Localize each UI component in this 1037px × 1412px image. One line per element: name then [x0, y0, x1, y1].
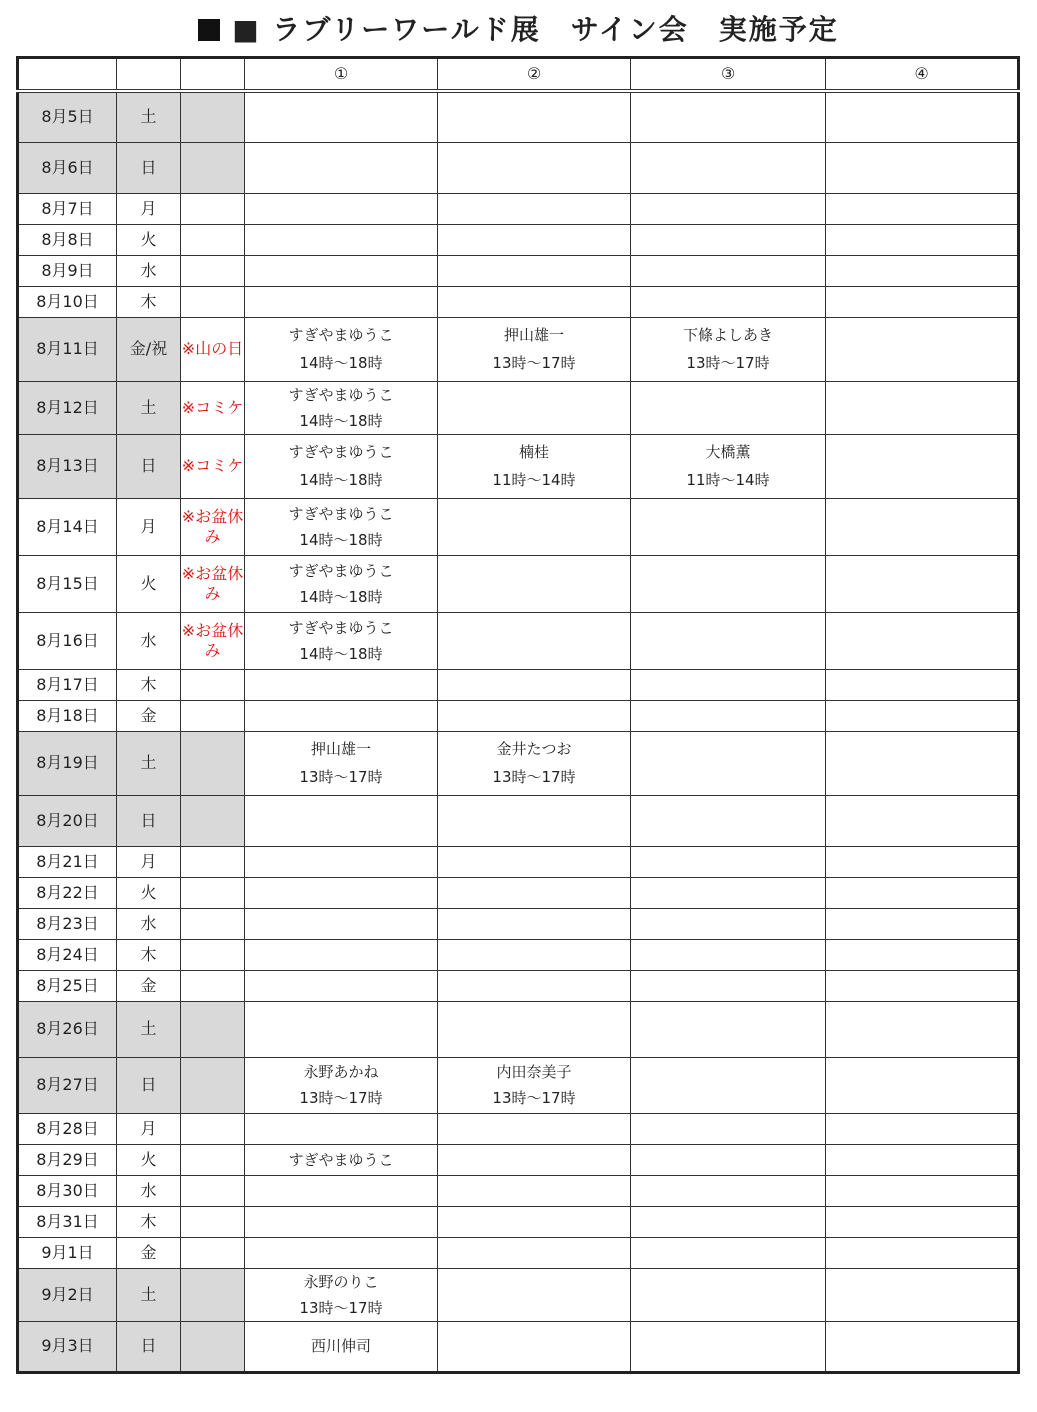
schedule-table [16, 56, 1020, 1374]
note-cell [181, 970, 245, 1001]
date-cell: 8月29日 [18, 1144, 117, 1175]
note-cell [181, 1268, 245, 1321]
slot-cell-1 [245, 1237, 438, 1268]
note-cell [181, 286, 245, 317]
weekday-cell: 木 [117, 286, 181, 317]
table-row [18, 1144, 1019, 1175]
slot-cell-1 [245, 317, 438, 381]
weekday-cell: 火 [117, 224, 181, 255]
note-cell [181, 1001, 245, 1057]
slot-cell-3 [631, 1144, 826, 1175]
slot-cell-1 [245, 381, 438, 434]
table-row [18, 970, 1019, 1001]
date-cell: 9月1日 [18, 1237, 117, 1268]
table-row [18, 381, 1019, 434]
table-row [18, 193, 1019, 224]
table-row [18, 91, 1019, 142]
slot-cell-4 [826, 846, 1019, 877]
note-cell [181, 1206, 245, 1237]
slot-cell-1 [245, 669, 438, 700]
table-row [18, 1206, 1019, 1237]
note-cell: ※お盆休み [181, 555, 245, 612]
author-name: 押山雄一 [503, 326, 564, 344]
date-cell: 8月11日 [18, 317, 117, 381]
slot-cell-1 [245, 877, 438, 908]
note-cell [181, 795, 245, 846]
time-range: 13時～17時 [492, 1089, 576, 1107]
author-name: すぎやまゆうこ [288, 1150, 394, 1169]
slot-cell-1 [245, 795, 438, 846]
slot-cell-1 [245, 939, 438, 970]
note-cell [181, 1237, 245, 1268]
time-range: 14時～18時 [299, 530, 383, 549]
table-row [18, 498, 1019, 555]
slot-cell-2 [438, 91, 631, 142]
slot-cell-3 [631, 1113, 826, 1144]
note-cell [181, 1321, 245, 1372]
table-row [18, 731, 1019, 795]
slot-cell-4 [826, 91, 1019, 142]
table-row [18, 1237, 1019, 1268]
slot-cell-3 [631, 1001, 826, 1057]
table-row [18, 142, 1019, 193]
weekday-cell: 土 [117, 91, 181, 142]
slot-cell-1 [245, 1144, 438, 1175]
weekday-cell: 水 [117, 908, 181, 939]
author-name: すぎやまゆうこ [288, 618, 394, 637]
slot-cell-4 [826, 193, 1019, 224]
author-name: すぎやまゆうこ [288, 561, 394, 580]
table-row [18, 1113, 1019, 1144]
note-cell: ※お盆休み [181, 498, 245, 555]
slot-cell-2 [438, 555, 631, 612]
weekday-cell: 月 [117, 498, 181, 555]
slot-cell-4 [826, 555, 1019, 612]
slot-cell-2 [438, 193, 631, 224]
date-cell: 8月19日 [18, 731, 117, 795]
author-name: 楠桂 [518, 443, 549, 461]
slot-cell-1 [245, 142, 438, 193]
slot-cell-2 [438, 255, 631, 286]
table-row [18, 846, 1019, 877]
slot-cell-3 [631, 255, 826, 286]
slot-cell-4 [826, 1206, 1019, 1237]
note-cell [181, 224, 245, 255]
weekday-cell: 金 [117, 1237, 181, 1268]
slot-cell-4 [826, 669, 1019, 700]
slot-cell-1 [245, 1113, 438, 1144]
author-name: 金井たつお [496, 740, 572, 758]
slot-cell-3 [631, 434, 826, 498]
header-col-4: ④ [826, 58, 1019, 92]
weekday-cell: 木 [117, 939, 181, 970]
slot-cell-4 [826, 970, 1019, 1001]
time-range: 13時～17時 [492, 768, 576, 786]
slot-cell-4 [826, 286, 1019, 317]
note-cell [181, 1113, 245, 1144]
author-name: 内田奈美子 [496, 1063, 572, 1081]
table-row [18, 612, 1019, 669]
slot-cell-4 [826, 700, 1019, 731]
slot-cell-2 [438, 612, 631, 669]
weekday-cell: 火 [117, 555, 181, 612]
weekday-cell: 月 [117, 193, 181, 224]
slot-cell-4 [826, 381, 1019, 434]
author-name: 西川伸司 [310, 1337, 371, 1355]
weekday-cell: 水 [117, 1175, 181, 1206]
slot-cell-4 [826, 434, 1019, 498]
slot-cell-2 [438, 1321, 631, 1372]
slot-cell-1 [245, 612, 438, 669]
note-cell [181, 142, 245, 193]
date-cell: 8月20日 [18, 795, 117, 846]
slot-cell-2 [438, 1206, 631, 1237]
date-cell: 8月27日 [18, 1057, 117, 1113]
time-range: 13時～17時 [299, 1089, 383, 1107]
slot-cell-4 [826, 1175, 1019, 1206]
header-date-cell [18, 58, 117, 92]
table-row [18, 224, 1019, 255]
slot-cell-2 [438, 1268, 631, 1321]
slot-cell-1 [245, 434, 438, 498]
weekday-cell: 日 [117, 795, 181, 846]
weekday-cell: 土 [117, 1001, 181, 1057]
weekday-cell: 月 [117, 1113, 181, 1144]
time-range: 13時～17時 [492, 354, 576, 372]
time-range: 13時～17時 [299, 768, 383, 786]
slot-cell-4 [826, 255, 1019, 286]
slot-cell-3 [631, 1057, 826, 1113]
schedule-body [18, 58, 1019, 1373]
slot-cell-2 [438, 498, 631, 555]
slot-cell-2 [438, 939, 631, 970]
slot-cell-4 [826, 1113, 1019, 1144]
slot-cell-2 [438, 1001, 631, 1057]
slot-cell-1 [245, 91, 438, 142]
slot-cell-4 [826, 1321, 1019, 1372]
slot-cell-3 [631, 317, 826, 381]
weekday-cell: 水 [117, 612, 181, 669]
author-name: すぎやまゆうこ [288, 326, 394, 344]
slot-cell-4 [826, 731, 1019, 795]
header-col-2: ② [438, 58, 631, 92]
table-row [18, 255, 1019, 286]
slot-cell-1 [245, 555, 438, 612]
slot-cell-2 [438, 224, 631, 255]
slot-cell-1 [245, 193, 438, 224]
slot-cell-3 [631, 91, 826, 142]
slot-cell-2 [438, 731, 631, 795]
slot-cell-2 [438, 669, 631, 700]
table-row [18, 286, 1019, 317]
slot-cell-3 [631, 381, 826, 434]
slot-cell-3 [631, 700, 826, 731]
date-cell: 8月15日 [18, 555, 117, 612]
note-cell [181, 1175, 245, 1206]
page-title-text: ■ ラブリーワールド展 サイン会 実施予定 [232, 13, 839, 46]
author-name: 永野のりこ [303, 1272, 379, 1291]
table-row [18, 1057, 1019, 1113]
date-cell: 8月14日 [18, 498, 117, 555]
slot-cell-1 [245, 1057, 438, 1113]
time-range: 11時～14時 [492, 471, 576, 489]
time-range: 14時～18時 [299, 411, 383, 430]
author-name: 永野あかね [303, 1063, 379, 1081]
slot-cell-2 [438, 1237, 631, 1268]
time-range: 11時～14時 [686, 471, 770, 489]
weekday-cell: 火 [117, 1144, 181, 1175]
note-cell [181, 908, 245, 939]
slot-cell-3 [631, 1237, 826, 1268]
slot-cell-3 [631, 731, 826, 795]
note-cell [181, 846, 245, 877]
author-name: すぎやまゆうこ [288, 385, 394, 404]
weekday-cell: 日 [117, 434, 181, 498]
time-range: 14時～18時 [299, 354, 383, 372]
slot-cell-3 [631, 1268, 826, 1321]
note-cell [181, 731, 245, 795]
date-cell: 8月28日 [18, 1113, 117, 1144]
weekday-cell: 木 [117, 1206, 181, 1237]
time-range: 14時～18時 [299, 471, 383, 489]
slot-cell-3 [631, 877, 826, 908]
date-cell: 8月18日 [18, 700, 117, 731]
slot-cell-1 [245, 1321, 438, 1372]
square-bullet-icon [198, 19, 220, 41]
slot-cell-4 [826, 1144, 1019, 1175]
time-range: 14時～18時 [299, 644, 383, 663]
table-row [18, 1321, 1019, 1372]
table-row [18, 1175, 1019, 1206]
slot-cell-3 [631, 498, 826, 555]
slot-cell-4 [826, 224, 1019, 255]
date-cell: 8月22日 [18, 877, 117, 908]
note-cell: ※コミケ [181, 434, 245, 498]
slot-cell-2 [438, 381, 631, 434]
weekday-cell: 土 [117, 381, 181, 434]
slot-cell-1 [245, 731, 438, 795]
slot-cell-2 [438, 1113, 631, 1144]
slot-cell-3 [631, 142, 826, 193]
weekday-cell: 水 [117, 255, 181, 286]
weekday-cell: 土 [117, 1268, 181, 1321]
note-cell [181, 91, 245, 142]
slot-cell-2 [438, 795, 631, 846]
weekday-cell: 金/祝 [117, 317, 181, 381]
time-range: 14時～18時 [299, 587, 383, 606]
slot-cell-2 [438, 286, 631, 317]
date-cell: 8月23日 [18, 908, 117, 939]
weekday-cell: 土 [117, 731, 181, 795]
date-cell: 8月10日 [18, 286, 117, 317]
author-name: 大橋薫 [705, 443, 751, 461]
note-cell [181, 939, 245, 970]
slot-cell-4 [826, 1057, 1019, 1113]
slot-cell-2 [438, 317, 631, 381]
note-cell: ※山の日 [181, 317, 245, 381]
slot-cell-3 [631, 193, 826, 224]
slot-cell-4 [826, 142, 1019, 193]
slot-cell-3 [631, 286, 826, 317]
slot-cell-4 [826, 612, 1019, 669]
date-cell: 8月31日 [18, 1206, 117, 1237]
table-row [18, 434, 1019, 498]
header-note-cell [181, 58, 245, 92]
date-cell: 8月6日 [18, 142, 117, 193]
date-cell: 8月8日 [18, 224, 117, 255]
slot-cell-1 [245, 1268, 438, 1321]
slot-cell-2 [438, 1175, 631, 1206]
slot-cell-1 [245, 498, 438, 555]
slot-cell-4 [826, 1268, 1019, 1321]
date-cell: 8月12日 [18, 381, 117, 434]
slot-cell-1 [245, 286, 438, 317]
slot-cell-1 [245, 1175, 438, 1206]
table-row [18, 877, 1019, 908]
slot-cell-3 [631, 908, 826, 939]
weekday-cell: 火 [117, 877, 181, 908]
header-col-3: ③ [631, 58, 826, 92]
table-row [18, 939, 1019, 970]
author-name: 下條よしあき [682, 326, 773, 344]
slot-cell-4 [826, 795, 1019, 846]
date-cell: 8月7日 [18, 193, 117, 224]
slot-cell-2 [438, 142, 631, 193]
note-cell [181, 1144, 245, 1175]
slot-cell-4 [826, 1001, 1019, 1057]
note-cell: ※コミケ [181, 381, 245, 434]
slot-cell-4 [826, 908, 1019, 939]
note-cell [181, 193, 245, 224]
weekday-cell: 金 [117, 970, 181, 1001]
time-range: 13時～17時 [299, 1298, 383, 1317]
slot-cell-3 [631, 555, 826, 612]
note-cell [181, 255, 245, 286]
date-cell: 8月26日 [18, 1001, 117, 1057]
slot-cell-1 [245, 1001, 438, 1057]
table-row [18, 317, 1019, 381]
table-row [18, 908, 1019, 939]
note-cell [181, 1057, 245, 1113]
slot-cell-3 [631, 1175, 826, 1206]
table-row [18, 795, 1019, 846]
date-cell: 8月9日 [18, 255, 117, 286]
date-cell: 8月16日 [18, 612, 117, 669]
slot-cell-3 [631, 669, 826, 700]
slot-cell-2 [438, 877, 631, 908]
slot-cell-4 [826, 498, 1019, 555]
slot-cell-1 [245, 700, 438, 731]
table-row [18, 1001, 1019, 1057]
slot-cell-1 [245, 970, 438, 1001]
note-cell [181, 877, 245, 908]
note-cell: ※お盆休み [181, 612, 245, 669]
slot-cell-1 [245, 846, 438, 877]
weekday-cell: 金 [117, 700, 181, 731]
slot-cell-4 [826, 317, 1019, 381]
date-cell: 8月24日 [18, 939, 117, 970]
header-col-1: ① [245, 58, 438, 92]
weekday-cell: 日 [117, 1057, 181, 1113]
author-name: すぎやまゆうこ [288, 443, 394, 461]
weekday-cell: 日 [117, 142, 181, 193]
weekday-cell: 月 [117, 846, 181, 877]
slot-cell-1 [245, 224, 438, 255]
slot-cell-4 [826, 877, 1019, 908]
slot-cell-4 [826, 939, 1019, 970]
slot-cell-2 [438, 434, 631, 498]
slot-cell-1 [245, 1206, 438, 1237]
note-cell [181, 669, 245, 700]
weekday-cell: 木 [117, 669, 181, 700]
author-name: 押山雄一 [310, 740, 371, 758]
slot-cell-4 [826, 1237, 1019, 1268]
date-cell: 8月21日 [18, 846, 117, 877]
table-row [18, 700, 1019, 731]
slot-cell-2 [438, 700, 631, 731]
slot-cell-3 [631, 612, 826, 669]
table-row [18, 669, 1019, 700]
date-cell: 8月30日 [18, 1175, 117, 1206]
date-cell: 8月17日 [18, 669, 117, 700]
page-title [0, 8, 1037, 52]
slot-cell-1 [245, 255, 438, 286]
slot-cell-3 [631, 1206, 826, 1237]
slot-cell-3 [631, 970, 826, 1001]
date-cell: 9月2日 [18, 1268, 117, 1321]
slot-cell-3 [631, 846, 826, 877]
note-cell [181, 700, 245, 731]
header-row [18, 58, 1019, 92]
slot-cell-2 [438, 846, 631, 877]
slot-cell-3 [631, 224, 826, 255]
slot-cell-2 [438, 908, 631, 939]
date-cell: 8月5日 [18, 91, 117, 142]
slot-cell-2 [438, 1057, 631, 1113]
weekday-cell: 日 [117, 1321, 181, 1372]
header-day-cell [117, 58, 181, 92]
table-row [18, 555, 1019, 612]
slot-cell-2 [438, 1144, 631, 1175]
date-cell: 8月25日 [18, 970, 117, 1001]
slot-cell-3 [631, 1321, 826, 1372]
date-cell: 8月13日 [18, 434, 117, 498]
table-row [18, 1268, 1019, 1321]
slot-cell-3 [631, 939, 826, 970]
date-cell: 9月3日 [18, 1321, 117, 1372]
author-name: すぎやまゆうこ [288, 504, 394, 523]
slot-cell-2 [438, 970, 631, 1001]
time-range: 13時～17時 [686, 354, 770, 372]
slot-cell-3 [631, 795, 826, 846]
slot-cell-1 [245, 908, 438, 939]
